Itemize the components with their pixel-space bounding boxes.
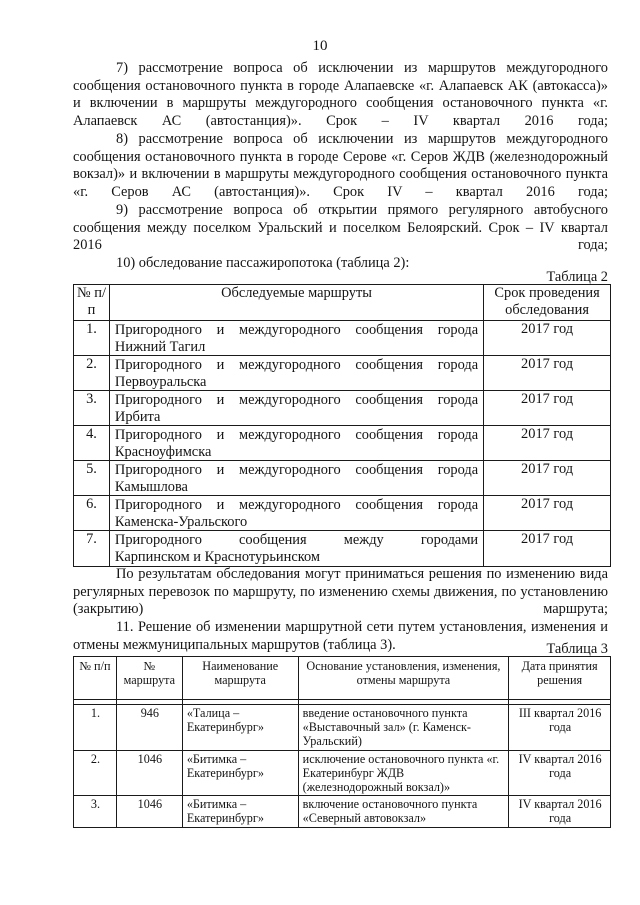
route-line-1: Пригородного и междугородного сообщения города: [114, 392, 479, 408]
route-description: [109, 461, 483, 496]
change-basis: включение остановочного пункта «Северный автовокзал»: [298, 796, 509, 827]
row-number: 4.: [74, 426, 110, 461]
row-number: 1.: [74, 321, 110, 356]
row-number: 7.: [74, 531, 110, 567]
survey-term: 2017 год: [484, 531, 611, 567]
paragraph-10: 10) обследование пассажиропотока (таблица 2):: [116, 255, 410, 271]
paragraph-11: 11. Решение об изменении маршрутной сети путем установления, изменения и отмены межмуниципальных маршрутов (таблица 3).: [73, 619, 608, 653]
route-description: [109, 321, 483, 356]
route-description: [109, 391, 483, 426]
route-line-2: Камышлова: [114, 478, 188, 495]
route-number: 946: [116, 705, 182, 751]
route-number: 1046: [116, 750, 182, 796]
table3-header-date: Дата принятия решения: [509, 657, 611, 700]
table2-header-num: № п/п: [74, 285, 110, 321]
table-row: [74, 705, 611, 751]
table-row: [74, 750, 611, 796]
table3-header-basis: Основание установления, изменения, отмены маршрута: [298, 657, 509, 700]
table-row: [74, 461, 611, 496]
row-number: 2.: [74, 356, 110, 391]
table2-header-term: Срок проведения обследования: [484, 285, 611, 321]
paragraph-8: 8) рассмотрение вопроса об исключении из маршрутов междугородного сообщения остановочного пункта в городе Серове «г. Серов ЖДВ (железнодорожный вокзал)» и включении в маршруты междугородного сообщения остановочного пункта «г. Серов АС (автостанция)». Срок IV – квартал 2016 года;: [73, 131, 608, 200]
paragraph-results: По результатам обследования могут приниматься решения по изменению вида регулярных перевозок по маршруту, по изменению схемы движения, по установлению (закрытию) маршрута;: [73, 566, 608, 618]
route-description: [109, 356, 483, 391]
route-line-1: Пригородного и междугородного сообщения города: [114, 462, 479, 478]
survey-term: 2017 год: [484, 461, 611, 496]
page-number: 10: [312, 38, 328, 54]
table-row: [74, 356, 611, 391]
table3-header-num: № п/п: [74, 657, 117, 700]
route-number: 1046: [116, 796, 182, 827]
route-changes-table: [73, 656, 611, 828]
route-line-2: Каменска-Уральского: [114, 513, 248, 530]
row-number: 1.: [74, 705, 117, 751]
table3-header-name: Наименование маршрута: [182, 657, 298, 700]
change-basis: введение остановочного пункта «Выставочный зал» (г. Каменск-Уральский): [298, 705, 509, 751]
route-description: [109, 531, 483, 567]
table2-header-routes: Обследуемые маршруты: [109, 285, 483, 321]
route-line-1: Пригородного и междугородного сообщения города: [114, 427, 479, 443]
row-number: 6.: [74, 496, 110, 531]
row-number: 5.: [74, 461, 110, 496]
route-line-2: Красноуфимска: [114, 443, 212, 460]
survey-term: 2017 год: [484, 496, 611, 531]
decision-date: III квартал 2016 года: [509, 705, 611, 751]
route-line-1: Пригородного сообщения между городами: [114, 532, 479, 548]
route-line-2: Первоуральска: [114, 373, 207, 390]
route-line-2: Карпинском и Краснотурьинском: [114, 548, 320, 565]
decision-date: IV квартал 2016 года: [509, 796, 611, 827]
change-basis: исключение остановочного пункта «г. Екатеринбург ЖДВ (железнодорожный вокзал)»: [298, 750, 509, 796]
row-number: 3.: [74, 796, 117, 827]
survey-term: 2017 год: [484, 356, 611, 391]
route-name: «Битимка – Екатеринбург»: [182, 796, 298, 827]
table3-caption: Таблица 3: [546, 641, 608, 657]
route-line-2: Нижний Тагил: [114, 338, 206, 355]
route-line-1: Пригородного и междугородного сообщения города: [114, 497, 479, 513]
table2-caption: Таблица 2: [546, 269, 608, 285]
row-number: 2.: [74, 750, 117, 796]
route-line-2: Ирбита: [114, 408, 161, 425]
table3-header-route-num: № маршрута: [116, 657, 182, 700]
paragraph-9: 9) рассмотрение вопроса об открытии прямого регулярного автобусного сообщения между поселком Уральский и поселком Белоярский. Срок – IV квартал 2016 года;: [73, 202, 608, 254]
table-row: [74, 391, 611, 426]
route-description: [109, 496, 483, 531]
table-row: [74, 496, 611, 531]
table-row: [74, 321, 611, 356]
route-line-1: Пригородного и междугородного сообщения города: [114, 322, 479, 338]
survey-term: 2017 год: [484, 391, 611, 426]
table-row: [74, 531, 611, 567]
table-row: [74, 426, 611, 461]
survey-term: 2017 год: [484, 426, 611, 461]
route-name: «Талица – Екатеринбург»: [182, 705, 298, 751]
route-description: [109, 426, 483, 461]
survey-term: 2017 год: [484, 321, 611, 356]
paragraph-7: 7) рассмотрение вопроса об исключении из маршрутов междугородного сообщения остановочного пункта в городе Алапаевске «г. Алапаевск АК (автокасса)» и включении в маршруты междугородного сообщения остановочного пункта «г. Алапаевск АС (автостанция)». Срок – IV квартал 2016 года;: [73, 60, 608, 129]
survey-routes-table: [73, 284, 611, 567]
decision-date: IV квартал 2016 года: [509, 750, 611, 796]
route-line-1: Пригородного и междугородного сообщения города: [114, 357, 479, 373]
row-number: 3.: [74, 391, 110, 426]
route-name: «Битимка – Екатеринбург»: [182, 750, 298, 796]
table-row: [74, 796, 611, 827]
